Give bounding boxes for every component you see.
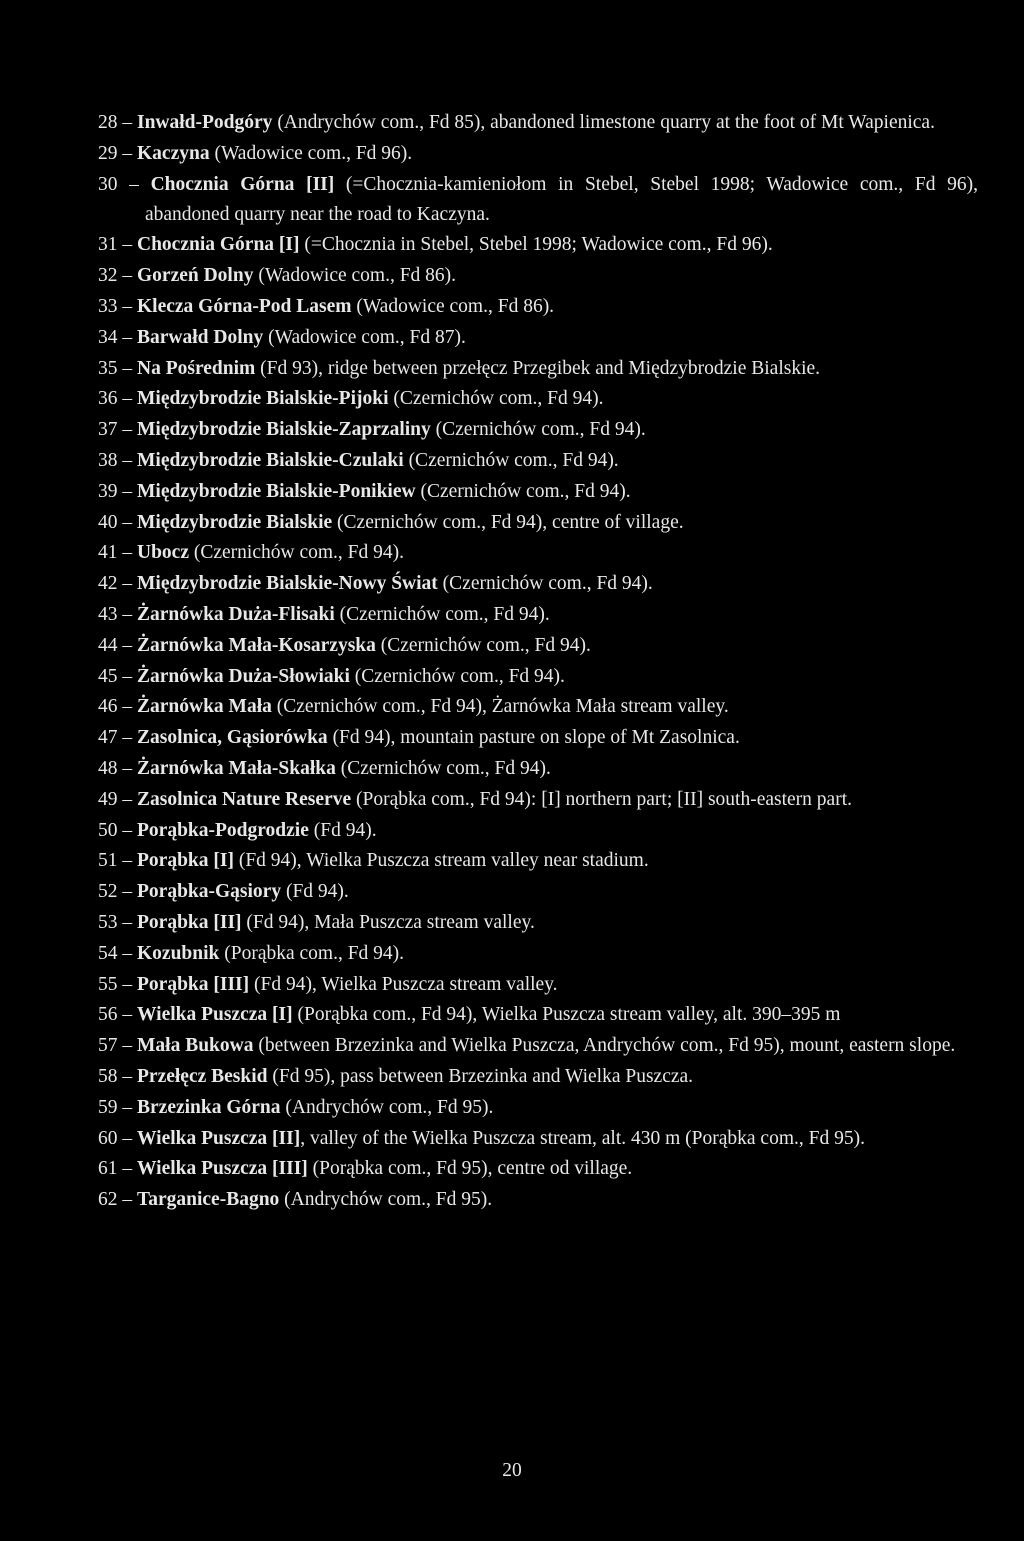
entry-number: 62 bbox=[98, 1189, 118, 1211]
locality-entry bbox=[98, 508, 978, 538]
entry-number: 54 bbox=[98, 942, 118, 964]
entry-separator: – bbox=[117, 757, 137, 779]
locality-description: , valley of the Wielka Puszcza stream, alt. 430 m (Porąbka com., Fd 95). bbox=[300, 1127, 865, 1149]
entry-number: 44 bbox=[98, 634, 118, 656]
locality-name: Międzybrodzie Bialskie-Zaprzaliny bbox=[137, 419, 431, 441]
locality-description: (Porąbka com., Fd 95), centre od village. bbox=[307, 1158, 633, 1180]
locality-entry bbox=[98, 230, 978, 260]
locality-entry bbox=[98, 1000, 978, 1030]
locality-description: (Fd 94). bbox=[308, 819, 377, 841]
locality-name: Brzezinka Górna bbox=[137, 1096, 281, 1118]
locality-description: (Czernichów com., Fd 94), Żarnówka Mała stream valley. bbox=[271, 696, 729, 718]
locality-entry bbox=[98, 292, 978, 322]
entry-separator: – bbox=[117, 727, 137, 749]
locality-name: Gorzeń Dolny bbox=[137, 265, 254, 287]
locality-name: Żarnówka Duża-Słowiaki bbox=[137, 665, 350, 687]
entry-separator: – bbox=[117, 1158, 137, 1180]
entry-number: 58 bbox=[98, 1065, 118, 1087]
entry-number: 31 bbox=[98, 234, 118, 256]
entry-separator: – bbox=[117, 850, 137, 872]
entry-separator: – bbox=[117, 1035, 137, 1057]
entry-separator: – bbox=[117, 173, 151, 195]
locality-description: (=Chocznia-kamieniołom in Stebel, Stebel 1998; Wadowice com., Fd 96), abandoned quarry near the road to Kaczyna. bbox=[145, 173, 978, 225]
locality-name: Międzybrodzie Bialskie-Czulaki bbox=[137, 449, 404, 471]
entry-number: 40 bbox=[98, 511, 118, 533]
locality-description: (Czernichów com., Fd 94). bbox=[415, 480, 631, 502]
locality-entry bbox=[98, 1062, 978, 1092]
locality-name: Porąbka [II] bbox=[137, 911, 242, 933]
entry-number: 42 bbox=[98, 573, 118, 595]
entry-separator: – bbox=[117, 1127, 137, 1149]
entry-number: 53 bbox=[98, 911, 118, 933]
locality-entry bbox=[98, 477, 978, 507]
locality-entry bbox=[98, 139, 978, 169]
entry-number: 57 bbox=[98, 1035, 118, 1057]
entry-separator: – bbox=[117, 357, 137, 379]
entry-separator: – bbox=[117, 665, 137, 687]
locality-description: (Porąbka com., Fd 94), Wielka Puszcza stream valley, alt. 390–395 m bbox=[292, 1004, 841, 1026]
locality-name: Chocznia Górna [I] bbox=[137, 234, 300, 256]
locality-description: (Czernichów com., Fd 94). bbox=[375, 634, 591, 656]
entry-separator: – bbox=[117, 942, 137, 964]
locality-description: (Andrychów com., Fd 85), abandoned limestone quarry at the foot of Mt Wapienica. bbox=[272, 112, 935, 133]
entry-number: 36 bbox=[98, 388, 118, 410]
locality-description: (between Brzezinka and Wielka Puszcza, Andrychów com., Fd 95), mount, eastern slope. bbox=[253, 1035, 956, 1057]
locality-name: Wielka Puszcza [I] bbox=[137, 1004, 293, 1026]
locality-name: Porąbka-Podgrodzie bbox=[137, 819, 309, 841]
locality-description: (Wadowice com., Fd 87). bbox=[263, 326, 466, 348]
entry-number: 32 bbox=[98, 265, 118, 287]
entry-separator: – bbox=[117, 819, 137, 841]
entry-separator: – bbox=[117, 1004, 137, 1026]
entry-number: 51 bbox=[98, 850, 118, 872]
locality-name: Kaczyna bbox=[137, 142, 210, 164]
entry-separator: – bbox=[117, 603, 137, 625]
entry-number: 45 bbox=[98, 665, 118, 687]
locality-entry bbox=[98, 1185, 978, 1215]
locality-name: Żarnówka Duża-Flisaki bbox=[137, 603, 335, 625]
locality-name: Ubocz bbox=[137, 542, 189, 564]
entry-separator: – bbox=[117, 388, 137, 410]
entry-number: 59 bbox=[98, 1096, 118, 1118]
locality-description: (Wadowice com., Fd 96). bbox=[209, 142, 413, 164]
locality-name: Żarnówka Mała bbox=[137, 696, 272, 718]
locality-name: Porąbka [I] bbox=[137, 850, 234, 872]
locality-entry bbox=[98, 415, 978, 445]
locality-list bbox=[98, 108, 978, 1216]
locality-entry bbox=[98, 816, 978, 846]
entry-number: 37 bbox=[98, 419, 118, 441]
entry-number: 49 bbox=[98, 788, 118, 810]
locality-description: (Fd 93), ridge between przełęcz Przegibek and Międzybrodzie Bialskie. bbox=[255, 357, 821, 379]
locality-description: (Czernichów com., Fd 94). bbox=[334, 603, 550, 625]
locality-name: Międzybrodzie Bialskie-Nowy Świat bbox=[137, 573, 438, 595]
locality-entry bbox=[98, 354, 978, 384]
entry-separator: – bbox=[117, 788, 137, 810]
locality-description: (Czernichów com., Fd 94). bbox=[349, 665, 565, 687]
entry-number: 28 bbox=[98, 112, 118, 133]
locality-name: Przełęcz Beskid bbox=[137, 1065, 268, 1087]
locality-entry bbox=[98, 939, 978, 969]
locality-entry bbox=[98, 108, 978, 138]
entry-number: 39 bbox=[98, 480, 118, 502]
entry-separator: – bbox=[117, 573, 137, 595]
locality-entry bbox=[98, 538, 978, 568]
entry-number: 61 bbox=[98, 1158, 118, 1180]
locality-name: Międzybrodzie Bialskie-Ponikiew bbox=[137, 480, 416, 502]
locality-entry bbox=[98, 1093, 978, 1123]
locality-entry bbox=[98, 1154, 978, 1184]
locality-description: (Fd 94), mountain pasture on slope of Mt Zasolnica. bbox=[327, 727, 740, 749]
entry-number: 38 bbox=[98, 449, 118, 471]
locality-description: (Czernichów com., Fd 94). bbox=[388, 388, 604, 410]
locality-description: (Wadowice com., Fd 86). bbox=[253, 265, 457, 287]
locality-description: (Fd 94), Wielka Puszcza stream valley. bbox=[249, 973, 558, 995]
locality-description: (Andrychów com., Fd 95). bbox=[280, 1096, 494, 1118]
locality-description: (Fd 94), Wielka Puszcza stream valley near stadium. bbox=[233, 850, 649, 872]
entry-separator: – bbox=[117, 911, 137, 933]
locality-description: (Porąbka com., Fd 94): [I] northern part; [II] south-eastern part. bbox=[351, 788, 852, 810]
locality-description: (Fd 94), Mała Puszcza stream valley. bbox=[241, 911, 535, 933]
locality-entry bbox=[98, 692, 978, 722]
entry-separator: – bbox=[117, 634, 137, 656]
locality-entry bbox=[98, 631, 978, 661]
entry-number: 52 bbox=[98, 881, 118, 903]
entry-separator: – bbox=[117, 1189, 137, 1211]
locality-name: Porąbka [III] bbox=[137, 973, 250, 995]
locality-description: (Fd 94). bbox=[281, 881, 349, 903]
locality-entry bbox=[98, 569, 978, 599]
entry-number: 47 bbox=[98, 727, 118, 749]
entry-separator: – bbox=[117, 973, 137, 995]
locality-entry bbox=[98, 877, 978, 907]
locality-description: (Wadowice com., Fd 86). bbox=[351, 295, 555, 317]
locality-entry bbox=[98, 754, 978, 784]
locality-entry bbox=[98, 1031, 978, 1061]
locality-description: (Czernichów com., Fd 94), centre of village. bbox=[332, 511, 684, 533]
entry-separator: – bbox=[117, 696, 137, 718]
locality-entry bbox=[98, 908, 978, 938]
page-number: 20 bbox=[502, 1460, 522, 1481]
entry-number: 29 bbox=[98, 142, 118, 164]
entry-separator: – bbox=[117, 542, 137, 564]
entry-separator: – bbox=[117, 142, 137, 164]
locality-entry bbox=[98, 662, 978, 692]
entry-number: 34 bbox=[98, 326, 118, 348]
entry-separator: – bbox=[117, 1065, 137, 1087]
entry-number: 30 bbox=[98, 173, 118, 195]
entry-separator: – bbox=[117, 1096, 137, 1118]
locality-entry bbox=[98, 384, 978, 414]
locality-name: Zasolnica Nature Reserve bbox=[137, 788, 352, 810]
locality-entry bbox=[98, 1124, 978, 1154]
locality-name: Kozubnik bbox=[137, 942, 220, 964]
entry-number: 41 bbox=[98, 542, 118, 564]
locality-name: Wielka Puszcza [II] bbox=[137, 1127, 301, 1149]
entry-number: 48 bbox=[98, 757, 118, 779]
entry-separator: – bbox=[117, 295, 137, 317]
locality-entry bbox=[98, 846, 978, 876]
locality-entry bbox=[98, 970, 978, 1000]
locality-name: Mała Bukowa bbox=[137, 1035, 254, 1057]
entry-separator: – bbox=[117, 112, 137, 133]
entry-number: 60 bbox=[98, 1127, 118, 1149]
entry-separator: – bbox=[117, 234, 137, 256]
entry-separator: – bbox=[117, 419, 137, 441]
locality-entry bbox=[98, 446, 978, 476]
locality-description: (Porąbka com., Fd 94). bbox=[219, 942, 405, 964]
entry-separator: – bbox=[117, 511, 137, 533]
locality-entry bbox=[98, 261, 978, 291]
entry-number: 56 bbox=[98, 1004, 118, 1026]
locality-name: Porąbka-Gąsiory bbox=[137, 881, 282, 903]
locality-name: Zasolnica, Gąsiorówka bbox=[137, 727, 328, 749]
entry-number: 46 bbox=[98, 696, 118, 718]
locality-description: (Czernichów com., Fd 94). bbox=[437, 573, 653, 595]
locality-name: Targanice-Bagno bbox=[137, 1189, 280, 1211]
locality-description: (Czernichów com., Fd 94). bbox=[403, 449, 619, 471]
locality-name: Żarnówka Mała-Kosarzyska bbox=[137, 634, 376, 656]
entry-number: 35 bbox=[98, 357, 118, 379]
locality-name: Międzybrodzie Bialskie-Pijoki bbox=[137, 388, 389, 410]
entry-number: 55 bbox=[98, 973, 118, 995]
locality-entry bbox=[98, 170, 978, 230]
locality-entry bbox=[98, 600, 978, 630]
locality-entry bbox=[98, 323, 978, 353]
locality-name: Żarnówka Mała-Skałka bbox=[137, 757, 336, 779]
locality-description: (Fd 95), pass between Brzezinka and Wielka Puszcza. bbox=[267, 1065, 694, 1087]
entry-separator: – bbox=[117, 265, 137, 287]
entry-number: 33 bbox=[98, 295, 118, 317]
locality-description: (Czernichów com., Fd 94). bbox=[430, 419, 646, 441]
entry-number: 50 bbox=[98, 819, 118, 841]
locality-description: (=Chocznia in Stebel, Stebel 1998; Wadowice com., Fd 96). bbox=[299, 234, 773, 256]
locality-name: Na Pośrednim bbox=[137, 357, 256, 379]
locality-name: Klecza Górna-Pod Lasem bbox=[137, 295, 352, 317]
locality-name: Inwałd-Podgóry bbox=[137, 112, 273, 133]
locality-description: (Czernichów com., Fd 94). bbox=[335, 757, 551, 779]
locality-name: Międzybrodzie Bialskie bbox=[137, 511, 333, 533]
locality-name: Wielka Puszcza [III] bbox=[137, 1158, 308, 1180]
entry-separator: – bbox=[117, 449, 137, 471]
locality-entry bbox=[98, 723, 978, 753]
locality-description: (Andrychów com., Fd 95). bbox=[279, 1189, 493, 1211]
locality-entry bbox=[98, 785, 978, 815]
locality-name: Barwałd Dolny bbox=[137, 326, 264, 348]
entry-separator: – bbox=[117, 480, 137, 502]
locality-name: Chocznia Górna [II] bbox=[150, 173, 335, 195]
entry-number: 43 bbox=[98, 603, 118, 625]
entry-separator: – bbox=[117, 326, 137, 348]
locality-description: (Czernichów com., Fd 94). bbox=[189, 542, 404, 564]
entry-separator: – bbox=[117, 881, 137, 903]
